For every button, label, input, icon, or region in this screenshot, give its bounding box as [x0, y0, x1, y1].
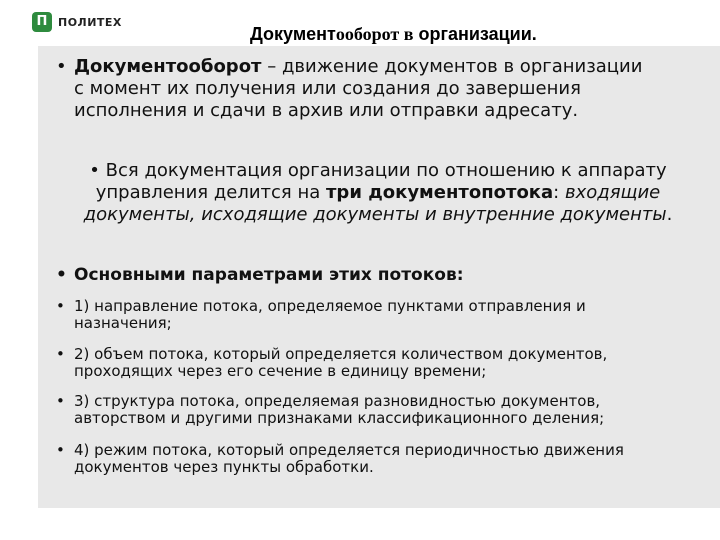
b2-bold: три документопотока [326, 182, 554, 203]
list-item-text: 3) структура потока, определяемая разновидностью документов, авторством и другими признаками классификационного деления; [74, 392, 605, 427]
title-part-3: организации. [413, 24, 537, 44]
b2-text-1: Вся документация организации по отношению к аппарату управления делится на [95, 160, 667, 203]
page-title [250, 24, 537, 45]
list-item [56, 346, 686, 380]
b2-end: . [666, 204, 673, 225]
logo-text: ПОЛИТЕХ [58, 15, 122, 29]
bullet-parameters-heading [56, 264, 676, 286]
list-item-text: 2) объем потока, который определяется количеством документов, проходящих через его сечение в единицу времени; [74, 345, 608, 380]
bullet-definition-text [56, 56, 656, 122]
bullet-icon: • [89, 160, 100, 181]
list-item-text: 4) режим потока, который определяется периодичностью движения документов через пункты обработки. [74, 441, 624, 476]
header-bar [0, 0, 720, 46]
title-part-1: Документ [250, 24, 336, 44]
title-part-2: ооборот в [335, 24, 414, 44]
parameters-heading-text: Основными параметрами этих потоков: [74, 265, 464, 285]
term: Документооборот [74, 56, 262, 77]
logo [32, 12, 122, 32]
definition: – движение документов в организации с момент их получения или создания до завершения исполнения и сдачи в архив или отправки адресату. [74, 56, 643, 121]
list-item-text: 1) направление потока, определяемое пунктами отправления и назначения; [74, 297, 586, 332]
list-item [56, 393, 686, 427]
footer-strip [0, 508, 720, 540]
bullet-documentation [78, 160, 678, 226]
bullet-icon: • [56, 297, 65, 315]
list-item [56, 442, 686, 476]
bullet-definition [56, 56, 656, 122]
bullet-icon: • [56, 56, 67, 77]
bullet-icon: • [56, 441, 65, 459]
content-panel [38, 46, 720, 508]
b2-text-2: : [553, 182, 565, 203]
logo-mark-icon: П [32, 12, 52, 32]
bullet-icon: • [56, 345, 65, 363]
list-item [56, 298, 686, 332]
b2-italic: входящие документы, исходящие документы и внутренние документы [83, 182, 667, 225]
bullet-icon: • [56, 392, 65, 410]
bullet-icon: • [56, 265, 67, 285]
